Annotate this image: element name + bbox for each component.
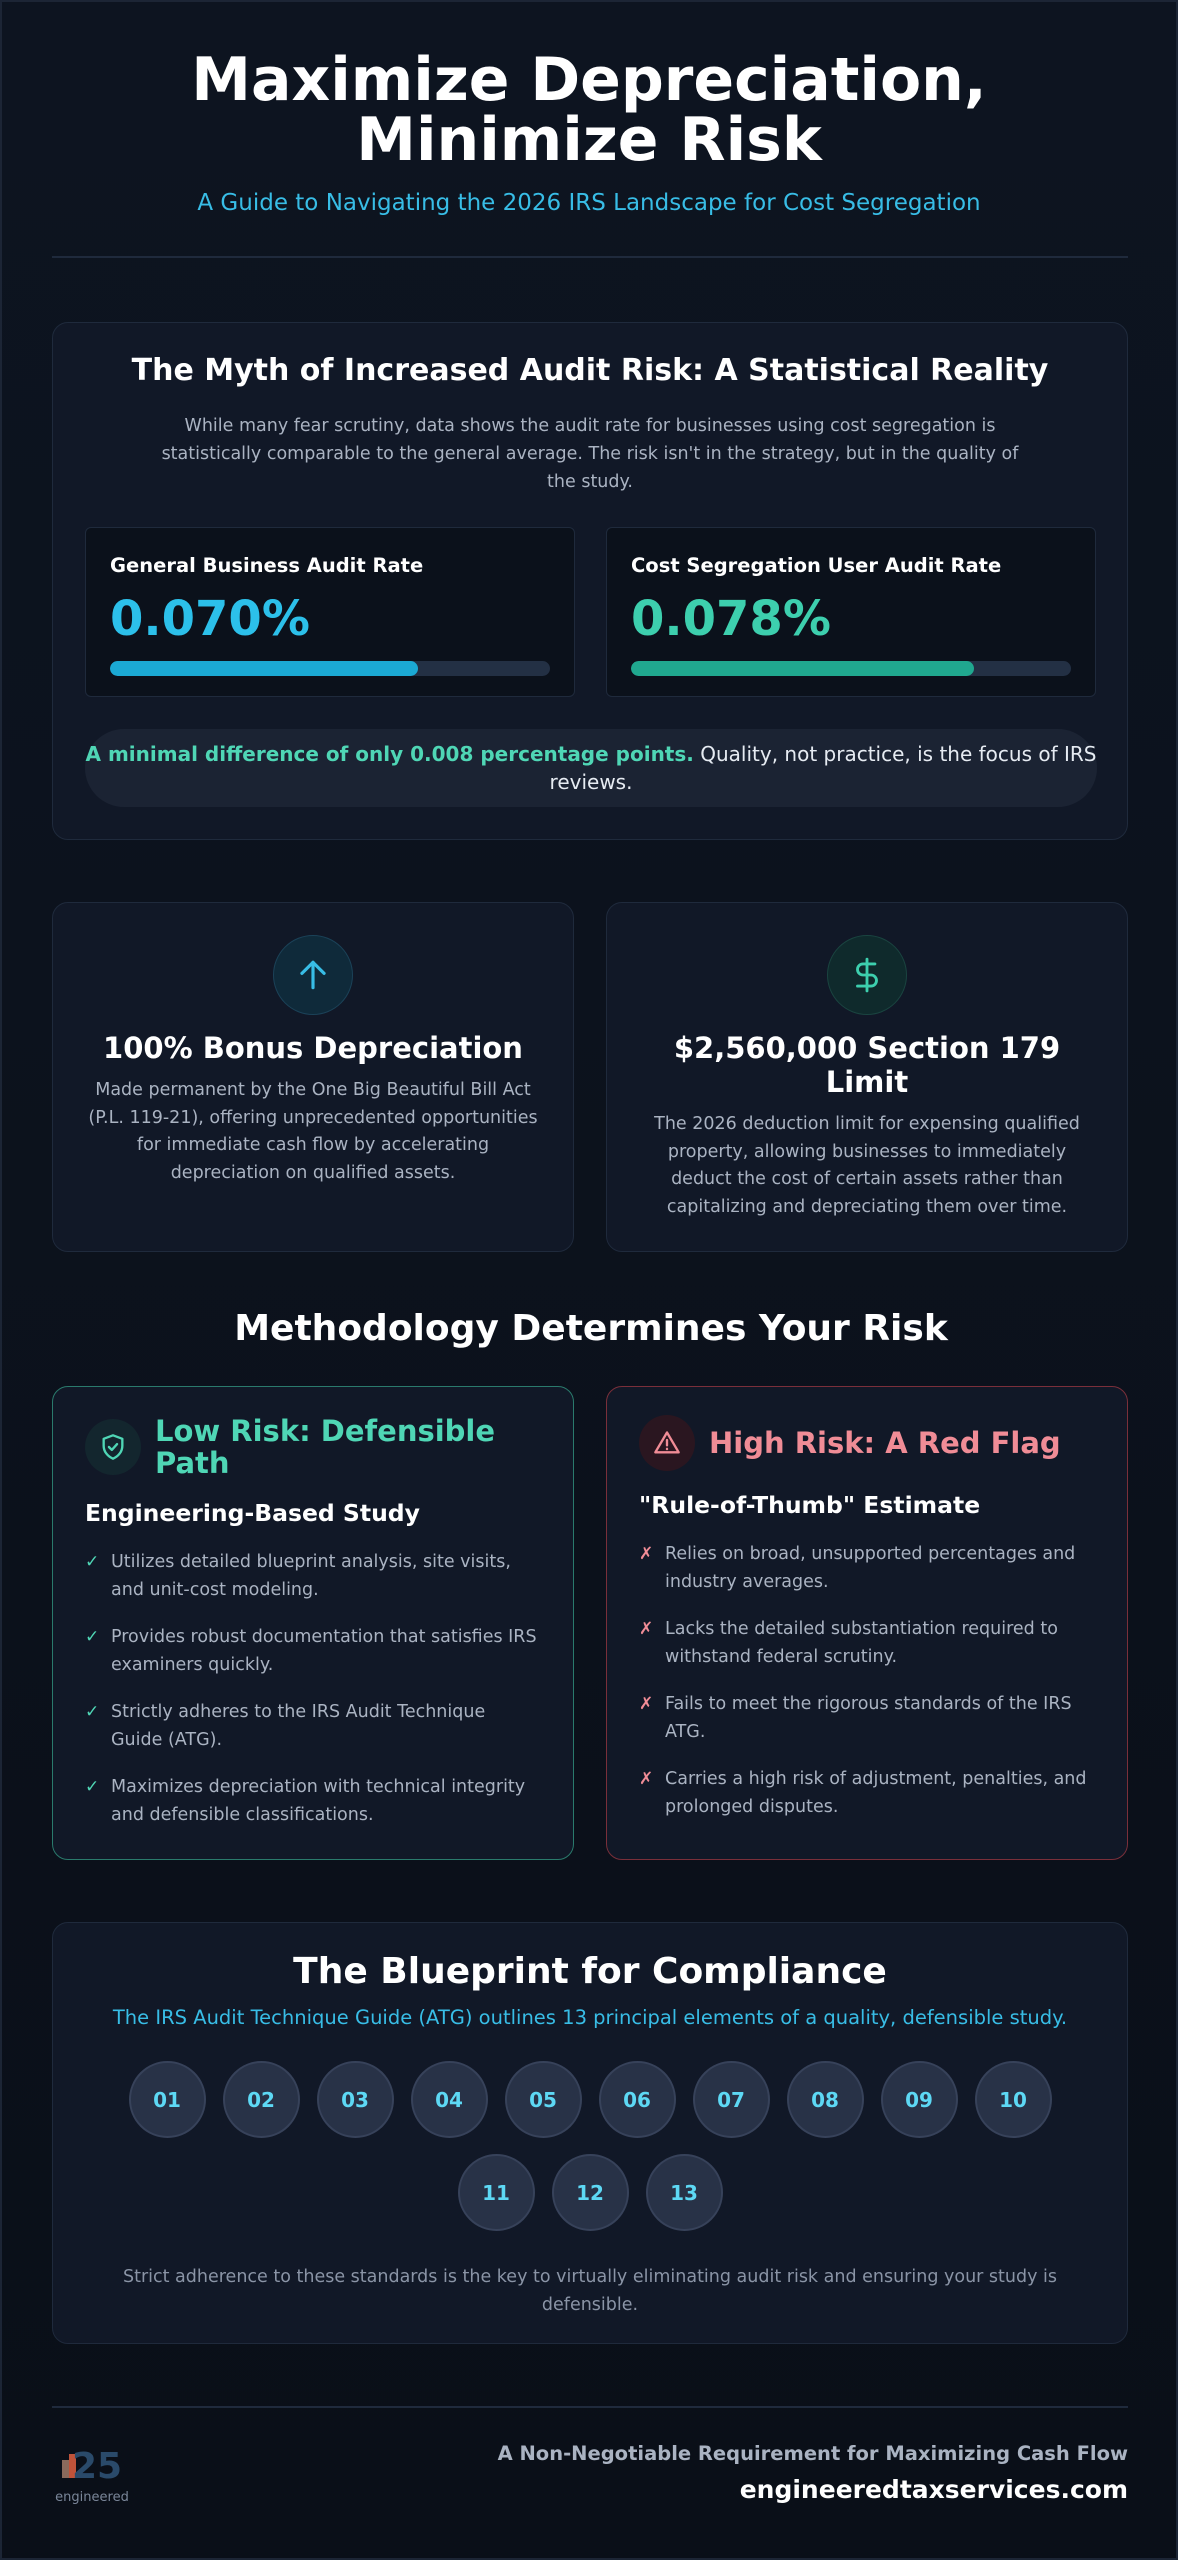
footer-website-link[interactable]: engineeredtaxservices.com — [739, 2475, 1128, 2504]
cost-seg-rate-label: Cost Segregation User Audit Rate — [631, 554, 1002, 577]
check-icon: ✓ — [85, 1627, 100, 1647]
step-badge: 01 — [129, 2061, 206, 2138]
logo-number: 25 — [72, 2446, 123, 2487]
general-audit-rate-box — [85, 527, 575, 697]
list-item: ✗ Carries a high risk of adjustment, penalties, and prolonged disputes. — [639, 1766, 1095, 1821]
list-item: ✓ Maximizes depreciation with technical integrity and defensible classifications. — [85, 1774, 541, 1829]
audit-card-description: While many fear scrutiny, data shows the audit rate for businesses using cost segregation is statistically comparable to the general average. The risk isn't in the strategy, but in the quality of the study. — [161, 416, 1019, 492]
header-divider — [52, 256, 1128, 258]
general-rate-bar — [110, 661, 550, 676]
company-logo — [52, 2438, 142, 2508]
header — [2, 2, 1176, 216]
blueprint-note: Strict adherence to these standards is the key to virtually eliminating audit risk and ensuring your study is defensible. — [122, 2267, 1057, 2315]
step-badge: 02 — [223, 2061, 300, 2138]
check-icon: ✓ — [85, 1777, 100, 1797]
low-risk-title: Low Risk: Defensible Path — [155, 1414, 496, 1480]
general-rate-label: General Business Audit Rate — [110, 554, 424, 577]
general-rate-value: 0.070% — [110, 591, 310, 647]
shield-check-icon — [85, 1419, 141, 1475]
logo-word: engineered — [55, 2490, 129, 2505]
low-risk-subtitle: Engineering-Based Study — [85, 1499, 420, 1527]
check-icon: ✓ — [85, 1702, 100, 1722]
audit-note-text: Quality, not practice, is the focus of IRS reviews. — [549, 742, 1097, 794]
step-badge: 07 — [693, 2061, 770, 2138]
audit-card-title: The Myth of Increased Audit Risk: A Statistical Reality — [131, 353, 1049, 388]
list-item: ✓ Provides robust documentation that satisfies IRS examiners quickly. — [85, 1624, 541, 1679]
step-badge: 04 — [411, 2061, 488, 2138]
step-badge: 08 — [787, 2061, 864, 2138]
bonus-depreciation-description: Made permanent by the One Big Beautiful Bill Act (P.L. 119-21), offering unprecedented opportunities for immediate cash flow by accelerating depreciation on qualified assets. — [88, 1080, 538, 1183]
blueprint-title: The Blueprint for Compliance — [293, 1951, 887, 1992]
cross-icon: ✗ — [639, 1694, 654, 1714]
step-badge: 10 — [975, 2061, 1052, 2138]
check-icon: ✓ — [85, 1552, 100, 1572]
footer-divider — [52, 2406, 1128, 2408]
cross-icon: ✗ — [639, 1619, 654, 1639]
page-subtitle: A Guide to Navigating the 2026 IRS Landscape for Cost Segregation — [197, 190, 981, 216]
cost-seg-rate-bar-fill — [631, 661, 974, 676]
list-item: ✓ Utilizes detailed blueprint analysis, site visits, and unit-cost modeling. — [85, 1549, 541, 1604]
section-179-title: $2,560,000 Section 179 Limit — [673, 1031, 1061, 1099]
bonus-depreciation-card — [52, 902, 574, 1252]
general-rate-bar-fill — [110, 661, 418, 676]
list-item: ✓ Strictly adheres to the IRS Audit Technique Guide (ATG). — [85, 1699, 541, 1754]
step-badge: 05 — [505, 2061, 582, 2138]
step-badge: 11 — [458, 2154, 535, 2231]
page-title: Maximize Depreciation, Minimize Risk — [191, 45, 987, 175]
step-badge: 13 — [646, 2154, 723, 2231]
footer — [52, 2432, 1128, 2512]
dollar-icon — [827, 935, 907, 1015]
bonus-depreciation-title: 100% Bonus Depreciation — [103, 1031, 523, 1065]
step-badge: 06 — [599, 2061, 676, 2138]
blueprint-steps — [120, 2061, 1060, 2231]
blueprint-card — [52, 1922, 1128, 2344]
warning-icon — [639, 1415, 695, 1471]
audit-difference-note — [85, 729, 1097, 807]
high-risk-list — [639, 1541, 1095, 1821]
step-badge: 09 — [881, 2061, 958, 2138]
blueprint-subtitle: The IRS Audit Technique Guide (ATG) outlines 13 principal elements of a quality, defensible study. — [112, 2006, 1068, 2029]
arrow-up-icon — [273, 935, 353, 1015]
section-179-description: The 2026 deduction limit for expensing qualified property, allowing businesses to immediately deduct the cost of certain assets rather than capitalizing and depreciating them over time. — [654, 1114, 1080, 1217]
cross-icon: ✗ — [639, 1544, 654, 1564]
audit-risk-card — [52, 322, 1128, 840]
cost-seg-rate-value: 0.078% — [631, 591, 831, 647]
high-risk-subtitle: "Rule-of-Thumb" Estimate — [639, 1491, 981, 1519]
cost-seg-rate-bar — [631, 661, 1071, 676]
high-risk-title: High Risk: A Red Flag — [709, 1426, 1061, 1460]
cost-seg-audit-rate-box — [606, 527, 1096, 697]
low-risk-list — [85, 1549, 541, 1829]
step-badge: 03 — [317, 2061, 394, 2138]
list-item: ✗ Relies on broad, unsupported percentages and industry averages. — [639, 1541, 1095, 1596]
list-item: ✗ Lacks the detailed substantiation required to withstand federal scrutiny. — [639, 1616, 1095, 1671]
high-risk-card — [606, 1386, 1128, 1860]
footer-tagline: A Non-Negotiable Requirement for Maximizing Cash Flow — [497, 2442, 1128, 2465]
list-item: ✗ Fails to meet the rigorous standards of the IRS ATG. — [639, 1691, 1095, 1746]
methodology-title: Methodology Determines Your Risk — [234, 1308, 948, 1349]
section-179-card — [606, 902, 1128, 1252]
cross-icon: ✗ — [639, 1769, 654, 1789]
step-badge: 12 — [552, 2154, 629, 2231]
low-risk-card — [52, 1386, 574, 1860]
audit-note-highlight: A minimal difference of only 0.008 percentage points. — [85, 742, 694, 766]
